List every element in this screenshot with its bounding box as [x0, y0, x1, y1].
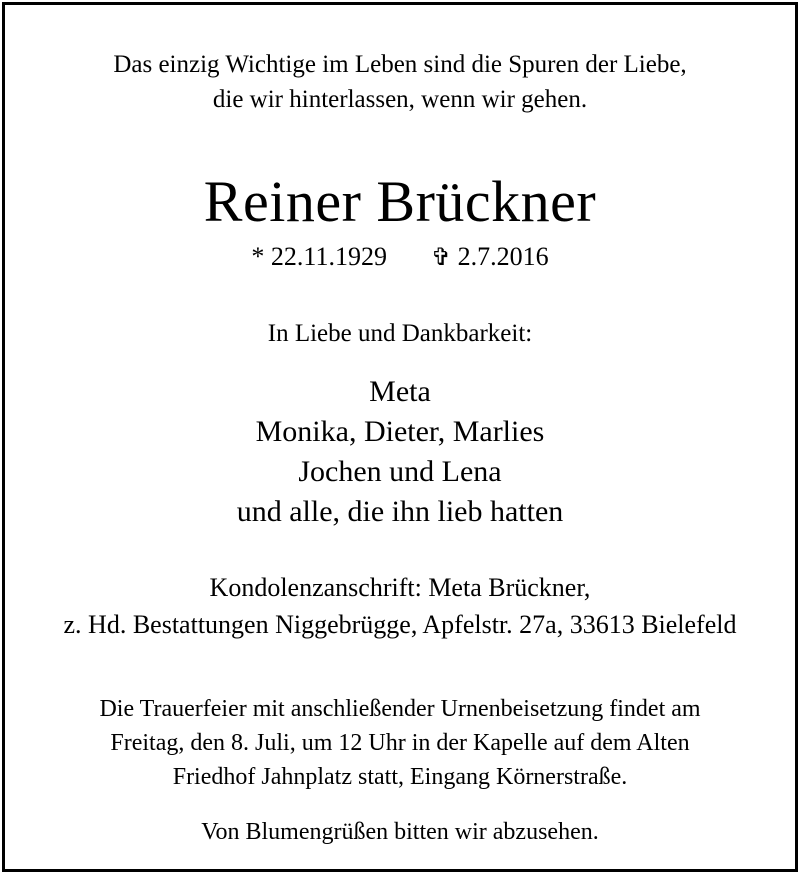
family-line-4: und alle, die ihn lieb hatten — [236, 495, 564, 528]
condolence-line-2: z. Hd. Bestattungen Niggebrügge, Apfelstr. 27a, 33613 Bielefeld — [63, 610, 737, 639]
family-line-1: Meta — [369, 375, 431, 408]
death-date: 2.7.2016 — [457, 242, 549, 271]
gratitude-intro: In Liebe und Dankbarkeit: — [267, 320, 533, 347]
family-line-3: Jochen und Lena — [298, 455, 502, 488]
flowers-note: Von Blumengrüßen bitten wir abzusehen. — [201, 819, 599, 845]
ceremony-line-3: Friedhof Jahnplatz statt, Eingang Körnerstraße. — [172, 764, 628, 790]
ceremony-line-1: Die Trauerfeier mit anschließender Urnenbeisetzung findet am — [99, 696, 701, 722]
ceremony-line-2: Freitag, den 8. Juli, um 12 Uhr in der Kapelle auf dem Alten — [110, 730, 690, 756]
obituary-notice — [2, 2, 798, 872]
birth-date: * 22.11.1929 — [251, 242, 387, 271]
deceased-name: Reiner Brückner — [203, 169, 597, 234]
condolence-line-1: Kondolenzanschrift: Meta Brückner, — [209, 573, 591, 602]
cross-icon: ✞ — [430, 245, 452, 271]
motto-line-2: die wir hinterlassen, wenn wir gehen. — [212, 86, 588, 113]
life-dates — [5, 241, 795, 274]
family-line-2: Monika, Dieter, Marlies — [255, 415, 545, 448]
motto-line-1: Das einzig Wichtige im Leben sind die Spuren der Liebe, — [113, 51, 687, 78]
